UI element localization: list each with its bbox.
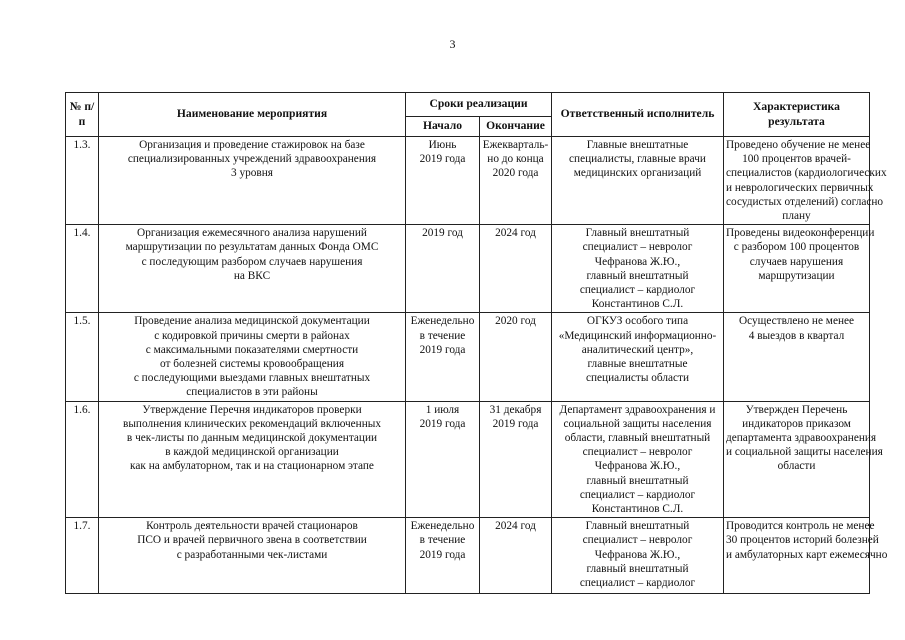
cell-activity-name-line: Контроль деятельности врачей стационаров	[146, 520, 358, 533]
cell-activity-name	[99, 137, 406, 225]
cell-responsible	[552, 401, 724, 518]
page-number: 3	[449, 37, 456, 51]
cell-responsible-line: аналитический центр»,	[581, 343, 694, 356]
table-row	[66, 518, 870, 594]
cell-activity-name-line: Организация ежемесячного анализа нарушений	[137, 227, 367, 240]
cell-end	[480, 518, 552, 594]
cell-start-line: в течение	[419, 534, 466, 547]
cell-responsible-line: специалист – невролог	[582, 534, 693, 547]
cell-responsible-line: Главный внештатный	[585, 227, 690, 240]
cell-activity-name-line: в чек-листы по данным медицинской документации	[126, 432, 378, 445]
cell-activity-name-line: специализированных учреждений здравоохранения	[127, 153, 377, 166]
cell-activity-name-line: Проведение анализа медицинской документации	[134, 315, 370, 328]
cell-activity-name	[99, 313, 406, 401]
cell-activity-name-line: с разработанными чек-листами	[176, 548, 328, 561]
cell-result-line: и социальной защиты населения	[726, 446, 883, 459]
cell-result-line: и амбулаторных карт ежемесячно	[726, 548, 888, 561]
cell-result	[724, 401, 883, 518]
cell-responsible-line: Департамент здравоохранения и	[559, 403, 716, 416]
cell-end-line: 2024 год	[495, 520, 536, 533]
cell-result-line: сосудистых отделений) согласно	[726, 195, 884, 208]
cell-activity-name-line: с последующим разбором случаев нарушения	[141, 255, 363, 268]
table-row	[66, 401, 870, 518]
cell-result-line: Проводится контроль не менее	[726, 520, 875, 533]
cell-end-line: 2019 года	[492, 417, 539, 430]
cell-result-line: плану	[782, 210, 811, 223]
cell-activity-name-line: ПСО и врачей первичного звена в соответствии	[137, 534, 367, 547]
cell-responsible-line: специалист – кардиолог	[579, 577, 696, 590]
cell-responsible-line: Чефранова Ж.Ю.,	[594, 548, 681, 561]
cell-responsible-line: «Медицинский информационно-	[558, 329, 717, 342]
header-responsible: Ответственный исполнитель	[552, 93, 724, 137]
cell-responsible-line: специалисты области	[585, 372, 690, 385]
cell-activity-name	[99, 225, 406, 313]
cell-result-line: Проведены видеоконференции	[726, 227, 875, 240]
table-row	[66, 137, 870, 225]
cell-result-line: 4 выездов в квартал	[748, 329, 845, 342]
cell-activity-name-line: Организация и проведение стажировок на базе	[139, 139, 365, 151]
cell-activity-name-line: с кодировкой причины смерти в районах	[154, 329, 350, 342]
cell-result-line: специалистов (кардиологических	[726, 167, 887, 180]
cell-start-line: 2019 года	[419, 153, 466, 166]
cell-activity-name-line: в каждой медицинской организации	[165, 446, 339, 459]
cell-activity-name-line: от болезней системы кровообращения	[159, 358, 345, 371]
header-terms: Сроки реализации	[406, 93, 552, 117]
cell-start-line: 2019 года	[419, 343, 466, 356]
cell-num: 1.3.	[66, 137, 99, 225]
cell-responsible-line: главный внештатный	[586, 474, 689, 487]
cell-num: 1.7.	[66, 518, 99, 594]
header-result: Характеристика результата	[724, 93, 870, 137]
cell-result-line: маршрутизации	[758, 269, 835, 282]
cell-end	[480, 313, 552, 401]
cell-result	[724, 518, 888, 594]
cell-result-line: 30 процентов историй болезней	[726, 534, 879, 547]
cell-responsible-line: главный внештатный	[586, 562, 689, 575]
cell-end-line: но до конца	[487, 153, 544, 166]
cell-result	[724, 137, 887, 225]
cell-num: 1.4.	[66, 225, 99, 313]
cell-end-line: 2020 года	[492, 167, 539, 180]
cell-num: 1.6.	[66, 401, 99, 518]
table-row	[66, 313, 870, 401]
header-num: № п/п	[66, 93, 99, 137]
cell-result-line: Утвержден Перечень	[745, 403, 848, 416]
cell-result-line: с разбором 100 процентов	[733, 241, 860, 254]
cell-responsible-line: Главные внештатные	[586, 139, 689, 151]
table-body	[66, 137, 888, 594]
cell-result-line: Осуществлено не менее	[738, 315, 855, 328]
cell-start-line: Еженедельно	[410, 315, 475, 328]
cell-end-line: 31 декабря	[489, 403, 542, 416]
cell-result	[724, 313, 870, 401]
cell-responsible-line: ОГКУЗ особого типа	[586, 315, 689, 328]
cell-result-line: области	[777, 460, 816, 473]
cell-start	[406, 401, 480, 518]
cell-activity-name	[99, 401, 406, 518]
header-start: Начало	[406, 117, 480, 137]
cell-responsible	[552, 225, 724, 313]
cell-responsible-line: Главный внештатный	[585, 520, 690, 533]
cell-start-line: 2019 года	[419, 417, 466, 430]
activities-table	[65, 92, 888, 594]
cell-result-line: департамента здравоохранения	[726, 432, 877, 445]
cell-start	[406, 137, 480, 225]
cell-activity-name-line: как на амбулаторном, так и на стационарном этапе	[130, 460, 374, 473]
cell-activity-name-line: на ВКС	[233, 269, 271, 282]
cell-end	[480, 401, 552, 518]
cell-responsible-line: Чефранова Ж.Ю.,	[594, 255, 681, 268]
cell-responsible-line: специалист – невролог	[582, 446, 693, 459]
cell-start-line: 1 июля	[425, 403, 460, 416]
header-name: Наименование мероприятия	[99, 93, 406, 137]
cell-start-line: 2019 год	[422, 227, 463, 240]
cell-responsible-line: области, главный внештатный	[564, 432, 711, 445]
cell-start	[406, 225, 480, 313]
cell-activity-name-line: 3 уровня	[231, 167, 273, 180]
cell-activity-name-line: специалистов в эти районы	[186, 386, 318, 399]
cell-responsible-line: медицинских организаций	[573, 167, 702, 180]
cell-responsible-line: Константинов С.Л.	[591, 298, 684, 311]
cell-end-line: 2024 год	[495, 227, 536, 240]
cell-responsible-line: специалист – кардиолог	[579, 488, 696, 501]
cell-start-line: Еженедельно	[410, 520, 475, 533]
cell-activity-name-line: Утверждение Перечня индикаторов проверки	[142, 403, 362, 416]
cell-responsible-line: специалисты, главные врачи	[569, 153, 706, 166]
cell-responsible-line: главный внештатный	[586, 269, 689, 282]
cell-start-line: в течение	[419, 329, 466, 342]
cell-responsible	[552, 137, 724, 225]
cell-activity-name	[99, 518, 406, 594]
header-end: Окончание	[480, 117, 552, 137]
cell-responsible-line: главные внештатные	[587, 358, 688, 371]
cell-activity-name-line: с последующими выездами главных внештатных	[133, 372, 371, 385]
cell-end-line: Ежекварталь-	[482, 139, 549, 151]
cell-responsible-line: специалист – невролог	[582, 241, 693, 254]
cell-result	[724, 225, 875, 313]
cell-end-line: 2020 год	[495, 315, 536, 328]
cell-responsible-line: Константинов С.Л.	[591, 503, 684, 516]
cell-responsible-line: социальной защиты населения	[563, 417, 712, 430]
cell-result-line: Проведено обучение не менее	[726, 139, 871, 151]
cell-responsible-line: специалист – кардиолог	[579, 284, 696, 297]
cell-start	[406, 518, 480, 594]
cell-result-line: 100 процентов врачей-	[742, 153, 851, 166]
cell-activity-name-line: с максимальными показателями смертности	[145, 343, 359, 356]
cell-end	[480, 225, 552, 313]
cell-responsible	[552, 518, 724, 594]
cell-responsible	[552, 313, 724, 401]
cell-start-line: Июнь	[428, 139, 457, 151]
cell-activity-name-line: маршрутизации по результатам данных Фонда ОМС	[125, 241, 379, 254]
cell-result-line: случаев нарушения	[749, 255, 844, 268]
cell-start	[406, 313, 480, 401]
cell-end	[480, 137, 552, 225]
cell-result-line: индикаторов приказом	[742, 417, 851, 430]
cell-result-line: и неврологических первичных	[726, 181, 874, 194]
cell-responsible-line: Чефранова Ж.Ю.,	[594, 460, 681, 473]
cell-activity-name-line: выполнения клинических рекомендаций включенных	[123, 417, 381, 430]
table-row	[66, 225, 870, 313]
cell-num: 1.5.	[66, 313, 99, 401]
cell-start-line: 2019 года	[419, 548, 466, 561]
